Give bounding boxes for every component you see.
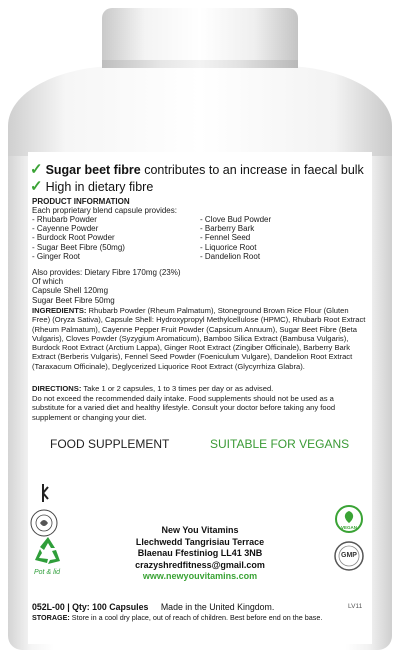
- blend-item: - Barberry Bark: [200, 224, 255, 234]
- also-provides-line: Of which: [32, 277, 64, 287]
- address-block: [100, 525, 300, 583]
- also-provides: [32, 268, 181, 305]
- vegan-badge-icon: [334, 504, 364, 539]
- storage-line: STORAGE: Store in a cool dry place, out of reach of children. Best before end on the base.: [32, 613, 323, 622]
- blend-item: - Sugar Beet Fibre (50mg): [32, 242, 125, 252]
- claim-line-2: ✓ High in dietary fibre: [30, 178, 154, 195]
- food-supplement-label: FOOD SUPPLEMENT: [50, 437, 170, 451]
- warning-paragraph: Do not exceed the recommended daily intake. Food supplements should not be used as a substitute for a varied diet and healthy lifestyle. Consult your doctor before taking any food supplement or changing your diet.: [32, 394, 336, 422]
- ingredients-paragraph: INGREDIENTS: Rhubarb Powder (Rheum Palmatum), Stoneground Brown Rice Flour (Gluten Free) (Oryza Sativa), Capsule Shell: Hydroxypropyl Methylcellulose (HPMC), Rhubarb Root Extract (Rheum Palmatum), Cayenne Pepper Fruit Powder (Capsicum Annuum), Sugar Beet Fibre (Beta Vulgaris), Cloves Powder (Syzygium Aromaticum), Bamboo Silica Extract (Bambusa Vulgaris), Burdock Root Extract (Arctium Lappa), Ginger Root Extract (Zingiber Officinale), Barberry Bark Extract (Berberis Vulgaris), Fennel Seed Powder (Foeniculum Vulgare), Dandelion Root Extract (Taraxacum Officinale), Deglycerized Liquorice Root Extract (Glycyrrhiza Glabra).: [32, 306, 366, 371]
- email-address: crazyshredfitness@gmail.com: [135, 559, 265, 570]
- website-address: www.newyouvitamins.com: [142, 571, 258, 581]
- brand-k-logo-icon: [36, 483, 50, 508]
- made-in: Made in the United Kingdom.: [160, 602, 275, 612]
- bottle-shoulder: [8, 66, 392, 156]
- also-provides-line: Capsule Shell 120mg: [32, 286, 109, 296]
- also-provides-line: Also provides: Dietary Fibre 170mg (23%): [32, 268, 181, 277]
- address-line-1: Llechwedd Tangrisiau Terrace: [135, 536, 265, 547]
- address-line-2: Blaenau Ffestiniog LL41 3NB: [137, 548, 263, 558]
- blend-item: - Fennel Seed: [200, 233, 251, 243]
- blend-item: - Burdock Root Powder: [32, 233, 115, 243]
- directions-paragraph: DIRECTIONS: Take 1 or 2 capsules, 1 to 3 times per day or as advised.: [32, 384, 274, 393]
- batch-qty-line: [32, 602, 274, 612]
- product-info-intro: Each proprietary blend capsule provides:: [32, 206, 177, 215]
- bottle-cap-ridge: [102, 60, 298, 68]
- code-qty: 052L-00 | Qty: 100 Capsules: [32, 602, 149, 612]
- also-provides-line: Sugar Beet Fibre 50mg: [32, 295, 115, 305]
- blend-item: - Clove Bud Powder: [200, 215, 272, 224]
- blend-item: - Dandelion Root: [200, 251, 261, 261]
- company-name: New You Vitamins: [161, 525, 239, 535]
- gmp-badge-label: GMP: [341, 552, 357, 559]
- suitable-for-vegans-label: SUITABLE FOR VEGANS: [210, 437, 350, 451]
- claim-line-1: ✓ Sugar beet fibre contributes to an increase in faecal bulk: [30, 161, 364, 178]
- blend-item: - Cayenne Powder: [32, 224, 99, 234]
- blend-item: - Liquorice Root: [200, 242, 257, 252]
- bottle-cap: [102, 8, 298, 66]
- blend-item: - Rhubarb Powder: [32, 215, 97, 224]
- blend-item: - Ginger Root: [32, 251, 81, 261]
- vegan-badge-label: VEGAN: [340, 525, 357, 530]
- lv-code: LV11: [348, 603, 363, 610]
- blend-left-column: [32, 215, 125, 261]
- blend-right-column: [200, 215, 271, 261]
- recycle-label: Pot & lid: [34, 569, 61, 576]
- gmp-badge-icon: [333, 540, 365, 577]
- check-icon: ✓: [30, 161, 43, 178]
- check-icon: ✓: [30, 178, 43, 195]
- product-info-title: PRODUCT INFORMATION: [32, 197, 130, 206]
